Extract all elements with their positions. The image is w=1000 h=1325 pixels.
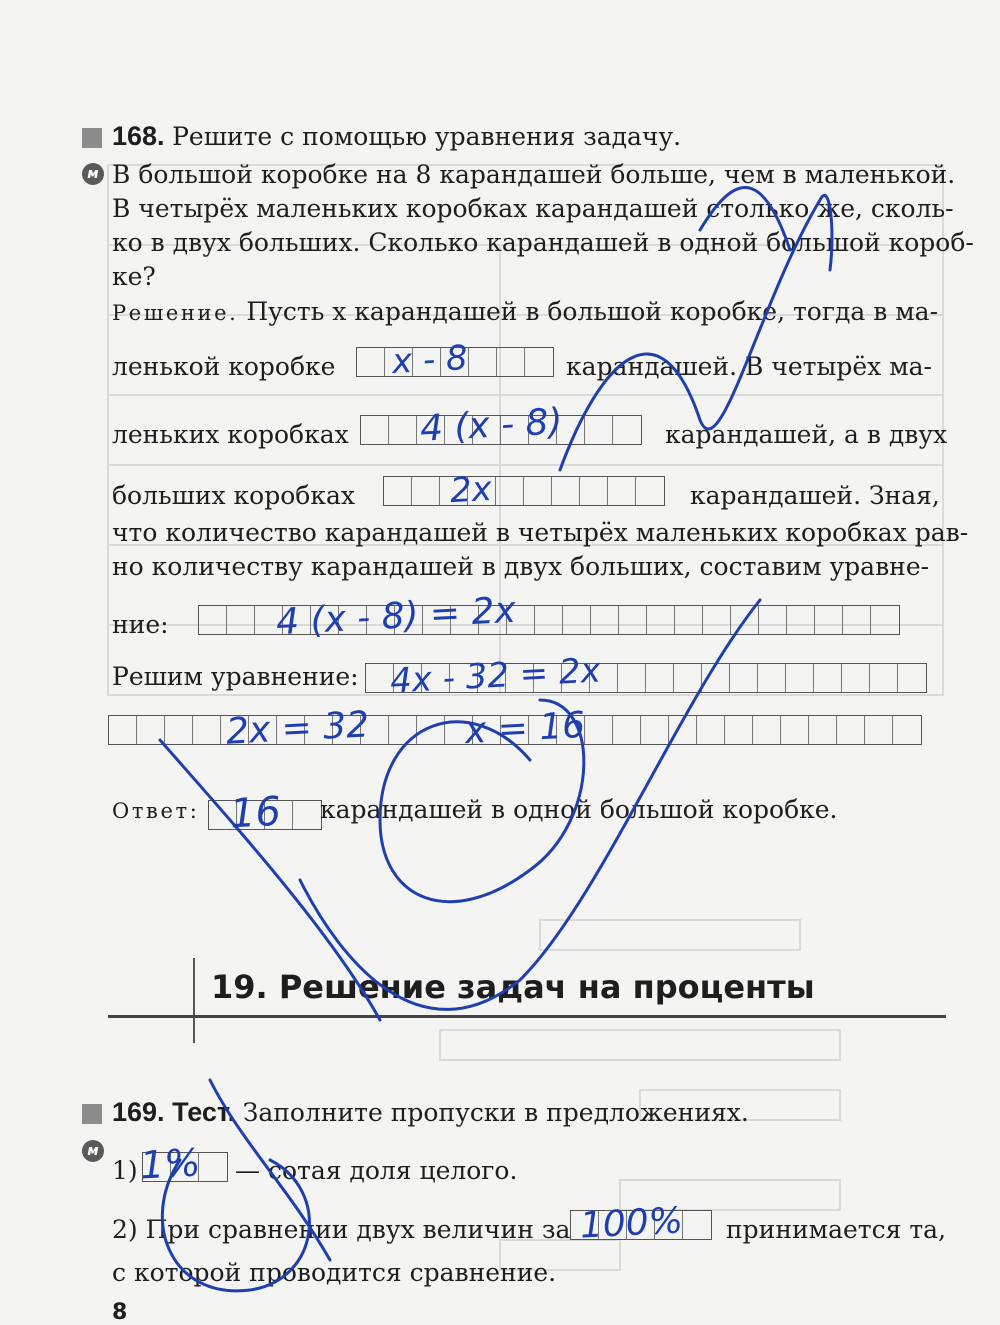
task-number: 168.: [112, 121, 165, 151]
handwritten-equation: 4 (x - 8) = 2x: [275, 589, 517, 644]
task-number: 169.: [112, 1097, 165, 1127]
solution-line-6: но количеству карандашей в двух больших, составим уравне-: [112, 552, 930, 581]
section-underline: [108, 1015, 946, 1018]
solution-line-7: ние:: [112, 610, 169, 639]
task-title: Решите с помощью уравнения задачу.: [172, 122, 682, 151]
solution-line-4: больших коробках: [112, 481, 355, 510]
answer-line: [112, 795, 199, 824]
solution-line-5: что количество карандашей в четырёх маленьких коробках рав-: [112, 518, 969, 547]
solution-text: Пусть x карандашей в большой коробке, тогда в ма-: [246, 297, 939, 326]
section-title: 19. Решение задач на проценты: [211, 968, 815, 1006]
handwritten-four-small: 4 (x - 8): [419, 401, 564, 450]
handwritten-step: 2x = 32: [225, 704, 371, 753]
solution-label: Решение.: [112, 301, 239, 325]
test-item-1-end: — сотая доля целого.: [235, 1156, 518, 1185]
page-number: 8: [112, 1300, 128, 1325]
solution-line-3-end: карандашей, а в двух: [665, 420, 948, 449]
solution-line-2: ленькой коробке: [112, 352, 336, 381]
handwritten-two-big: 2x: [448, 468, 493, 512]
task-label: Тест.: [172, 1097, 236, 1127]
test-item-2-line-2: с которой проводится сравнение.: [112, 1258, 557, 1287]
test-item-1: 1): [112, 1156, 138, 1185]
handwritten-one-percent: 1%: [138, 1140, 202, 1188]
problem-line-4: ке?: [112, 262, 156, 291]
task-169-header: [112, 1097, 749, 1128]
solution-line-2-end: карандашей. В четырёх ма-: [566, 352, 933, 381]
section-vertical-rule: [193, 958, 195, 1043]
problem-line-2: В четырёх маленьких коробках карандашей столько же, сколь-: [112, 194, 954, 223]
method-badge: м: [82, 1140, 104, 1162]
method-badge: м: [82, 163, 104, 185]
handwritten-root: x = 16: [464, 704, 587, 753]
handwritten-answer: 16: [228, 788, 283, 838]
answer-label: Ответ:: [112, 799, 200, 823]
solution-line-3: леньких коробках: [112, 420, 349, 449]
solution-line-1: [112, 297, 938, 326]
handwritten-hundred-percent: 100%: [578, 1200, 684, 1247]
task-marker-square: [82, 128, 102, 148]
answer-line-end: карандашей в одной большой коробке.: [320, 795, 838, 824]
task-title: Заполните пропуски в предложениях.: [242, 1098, 749, 1127]
problem-line-1: В большой коробке на 8 карандашей больше, чем в маленькой.: [112, 160, 956, 189]
problem-line-3: ко в двух больших. Сколько карандашей в одной большой короб-: [112, 228, 974, 257]
solution-line-4-end: карандашей. Зная,: [690, 481, 940, 510]
test-item-2-end: принимается та,: [726, 1215, 947, 1244]
answer-grid-two-big[interactable]: [383, 476, 665, 506]
task-168-header: [112, 121, 681, 152]
solution-line-8: Решим уравнение:: [112, 662, 359, 691]
handwritten-expanded: 4x - 32 = 2x: [389, 650, 602, 702]
task-marker-square: [82, 1104, 102, 1124]
test-item-2: 2) При сравнении двух величин за: [112, 1215, 571, 1244]
handwritten-small-box: x - 8: [391, 338, 469, 382]
